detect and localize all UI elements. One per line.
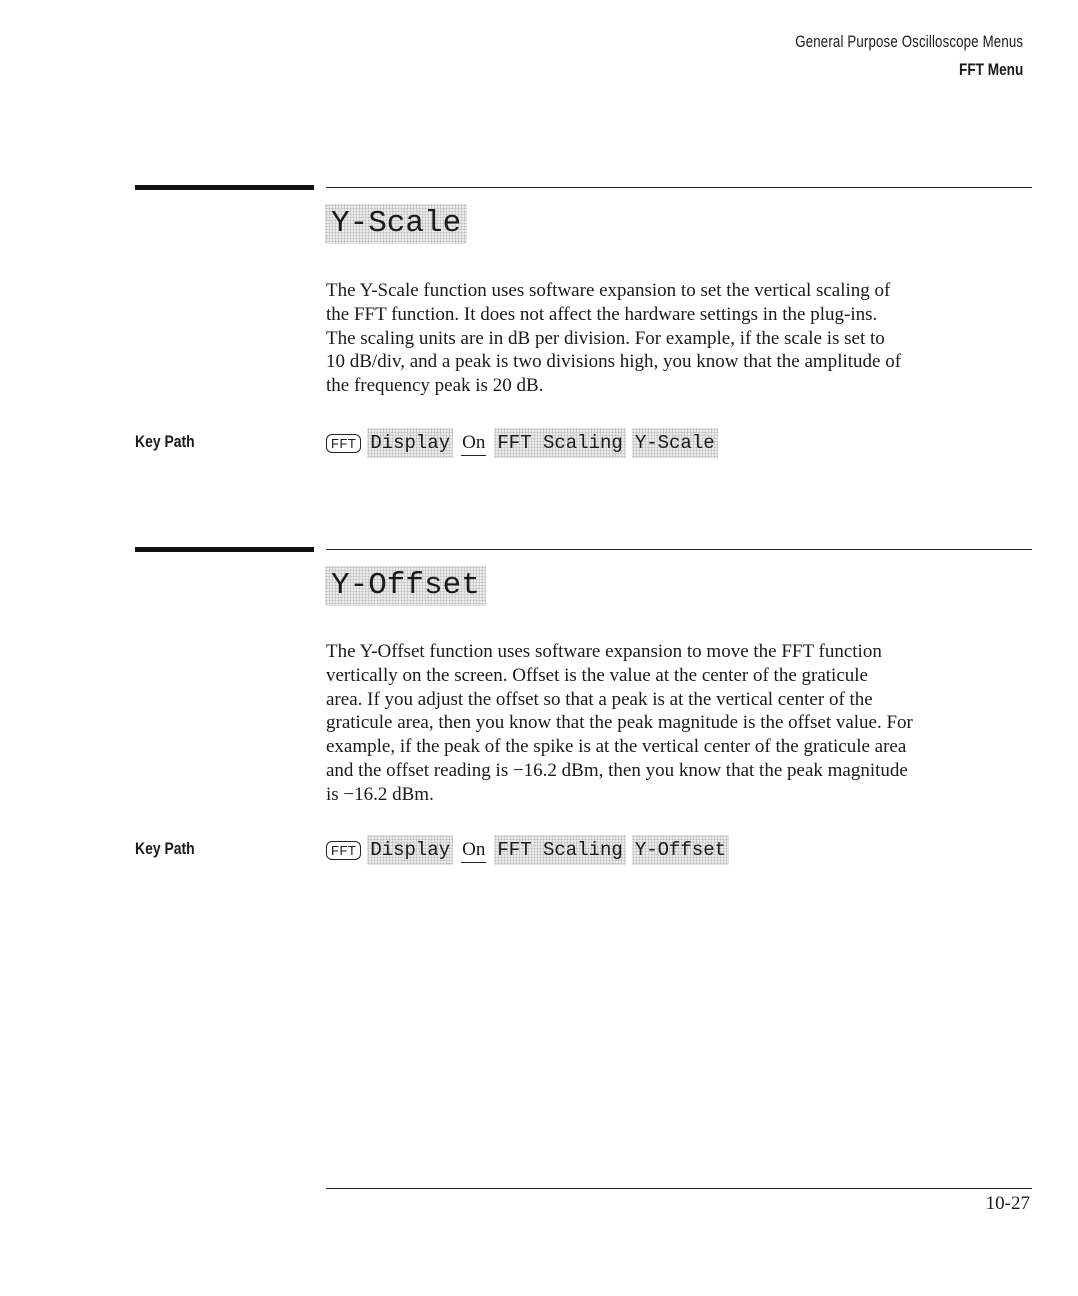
fft-scaling-softkey[interactable]: FFT Scaling [494, 428, 625, 458]
y-scale-softkey[interactable]: Y-Scale [632, 428, 718, 458]
y-scale-title: Y-Scale [325, 204, 467, 244]
page-number: 10-27 [985, 1193, 1030, 1214]
footer-rule [326, 1188, 1032, 1189]
y-offset-softkey[interactable]: Y-Offset [632, 835, 729, 865]
section-rule-thin [326, 549, 1032, 550]
section-heading: FFT Menu [958, 60, 1023, 79]
y-offset-title: Y-Offset [325, 566, 486, 606]
on-state: On [461, 431, 486, 456]
section-rule-thin [326, 187, 1032, 188]
section-rule-thick [135, 547, 314, 552]
fft-scaling-softkey[interactable]: FFT Scaling [494, 835, 625, 865]
key-path-label: Key Path [135, 839, 195, 858]
chapter-heading: General Purpose Oscilloscope Menus [795, 32, 1023, 51]
display-softkey[interactable]: Display [367, 428, 453, 458]
key-path [326, 835, 729, 865]
key-path [326, 428, 718, 458]
on-state: On [461, 838, 486, 863]
y-scale-description: The Y-Scale function uses software expansion to set the vertical scaling of the FFT function. It does not affect the hardware settings in the plug-ins. The scaling units are in dB per division. For example, if the scale is set to 10 dB/div, and a peak is two divisions high, you know that the amplitude of the frequency peak is 20 dB. [326, 280, 902, 397]
section-rule-thick [135, 185, 314, 190]
fft-hardkey[interactable]: FFT [326, 434, 361, 453]
key-path-label: Key Path [135, 432, 195, 451]
fft-hardkey[interactable]: FFT [326, 841, 361, 860]
y-offset-description: The Y-Offset function uses software expansion to move the FFT function vertically on the screen. Offset is the value at the center of the graticule area. If you adjust the offset so that a peak is at the vertical center of the graticule area, then you know that the peak magnitude is the offset value. For example, if the peak of the spike is at the vertical center of the graticule area and the offset reading is −16.2 dBm, then you know that the peak magnitude is −16.2 dBm. [326, 641, 913, 805]
display-softkey[interactable]: Display [367, 835, 453, 865]
